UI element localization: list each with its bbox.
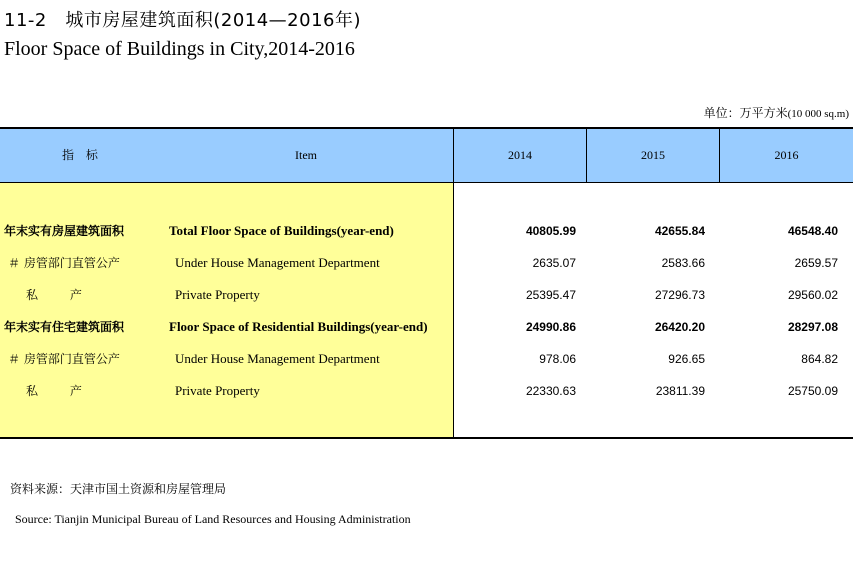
unit-label-chinese: 单位：万平方米 <box>703 106 788 120</box>
cell-value-2014: 24990.86 <box>525 320 576 334</box>
cell-value-2016: 28297.08 <box>787 320 838 334</box>
cell-value-2016: 46548.40 <box>787 224 838 238</box>
header-year-2014: 2014 <box>508 148 532 162</box>
table-row <box>0 221 853 241</box>
table-header-rule <box>0 182 853 183</box>
table-row <box>0 381 853 401</box>
cell-value-2014: 40805.99 <box>525 224 576 238</box>
row-label-english: Under House Management Department <box>175 351 380 366</box>
cell-value-2015: 2583.66 <box>661 256 705 270</box>
row-label-english: Floor Space of Residential Buildings(year-end) <box>169 319 428 334</box>
row-label-chinese: 年末实有住宅建筑面积 <box>4 320 125 334</box>
cell-value-2015: 42655.84 <box>654 224 705 238</box>
row-label-english: Private Property <box>175 383 260 398</box>
row-label-english: Total Floor Space of Buildings(year-end) <box>169 223 394 238</box>
table-row <box>0 317 853 337</box>
source-note-chinese: 资料来源：天津市国土资源和房屋管理局 <box>10 482 227 496</box>
cell-value-2014: 25395.47 <box>525 288 576 302</box>
table-row <box>0 253 853 273</box>
row-label-english: Under House Management Department <box>175 255 380 270</box>
table-row <box>0 349 853 369</box>
row-label-english: Private Property <box>175 287 260 302</box>
header-item: Item <box>295 148 317 162</box>
row-label-chinese: 私 产 <box>26 384 96 398</box>
header-year-2015: 2015 <box>641 148 665 162</box>
unit-label <box>704 104 849 121</box>
row-label-chinese: 年末实有房屋建筑面积 <box>4 224 125 238</box>
cell-value-2016: 29560.02 <box>787 288 838 302</box>
unit-label-english: (10 000 sq.m) <box>787 108 849 120</box>
cell-value-2014: 2635.07 <box>532 256 576 270</box>
header-year-2016: 2016 <box>774 148 799 162</box>
cell-value-2015: 26420.20 <box>654 320 705 334</box>
page-title-chinese: 11-2 城市房屋建筑面积(2014—2016年) <box>4 10 362 31</box>
header-indicator: 指 标 <box>62 148 102 162</box>
cell-value-2016: 2659.57 <box>794 256 838 270</box>
source-note-english: Source: Tianjin Municipal Bureau of Land Resources and Housing Administration <box>15 512 411 526</box>
cell-value-2014: 978.06 <box>539 352 576 366</box>
page-title-english: Floor Space of Buildings in City,2014-2016 <box>4 38 355 60</box>
row-label-chinese: ＃ 房管部门直管公产 <box>8 256 120 270</box>
cell-value-2014: 22330.63 <box>525 384 576 398</box>
cell-value-2016: 25750.09 <box>787 384 838 398</box>
cell-value-2015: 23811.39 <box>655 384 705 398</box>
table-bottom-rule <box>0 437 853 439</box>
row-label-chinese: 私 产 <box>26 288 96 302</box>
row-label-chinese: ＃ 房管部门直管公产 <box>8 352 120 366</box>
cell-value-2016: 864.82 <box>801 352 838 366</box>
table-row <box>0 285 853 305</box>
cell-value-2015: 27296.73 <box>654 288 705 302</box>
cell-value-2015: 926.65 <box>668 352 705 366</box>
data-table <box>0 127 853 439</box>
